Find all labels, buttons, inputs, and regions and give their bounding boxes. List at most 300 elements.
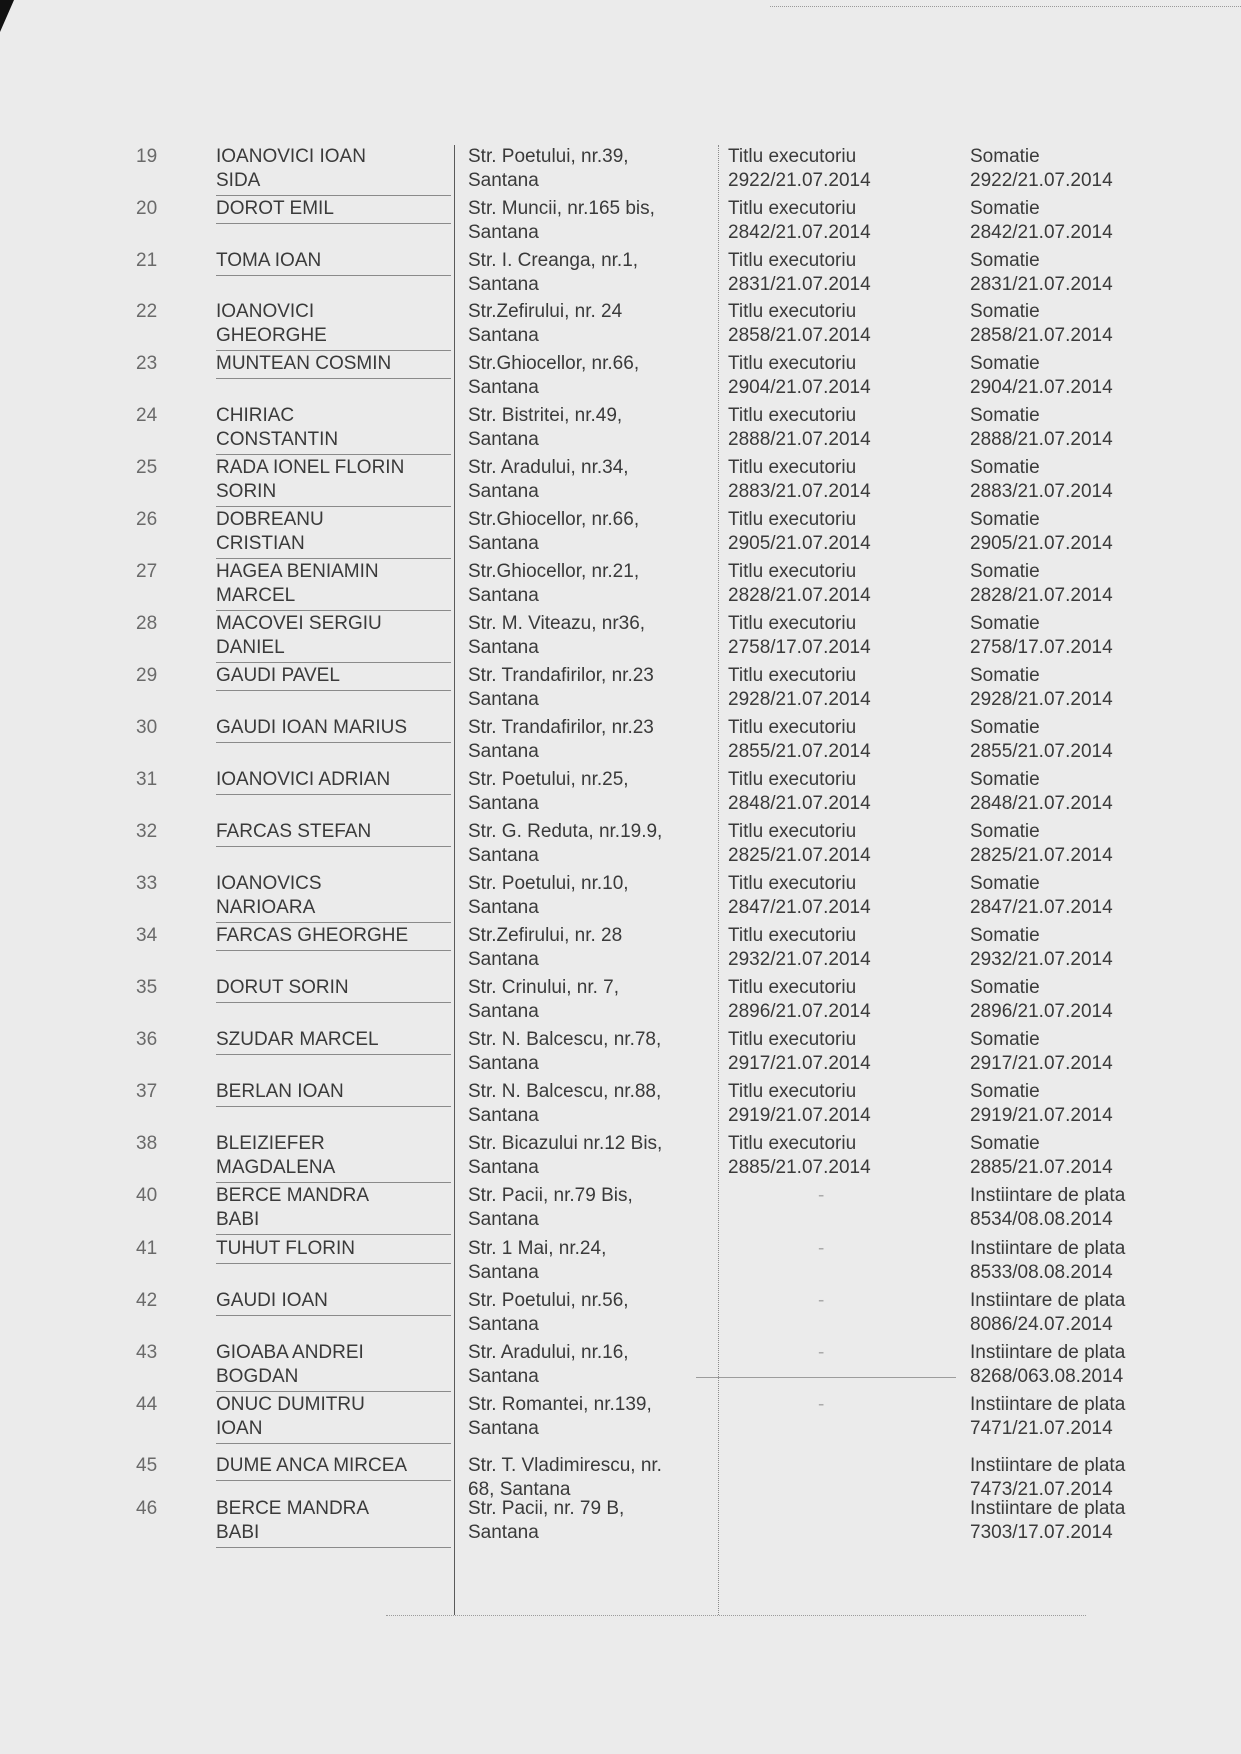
table-row	[136, 716, 1136, 768]
debtor-name-line: DANIEL	[216, 637, 285, 658]
title-reference-line: Titlu executoriu	[728, 665, 857, 686]
debtor-address-line: Santana	[468, 1053, 539, 1074]
debtors-table	[136, 145, 1156, 1615]
title-reference	[728, 976, 928, 1024]
row-number-line: 42	[136, 1290, 158, 1311]
debtor-name	[216, 1289, 451, 1316]
document-reference-line: 2858/21.07.2014	[970, 325, 1113, 346]
debtor-name	[216, 404, 451, 455]
document-reference-line: Somatie	[970, 665, 1040, 686]
row-number	[136, 145, 176, 169]
title-reference	[728, 768, 928, 816]
title-reference-line: 2885/21.07.2014	[728, 1157, 871, 1178]
debtor-name	[216, 716, 451, 743]
debtor-name	[216, 508, 451, 559]
row-number-line: 21	[136, 250, 158, 271]
table-row	[136, 1341, 1136, 1393]
debtor-address	[468, 872, 698, 920]
title-reference	[728, 716, 928, 764]
document-reference-line: 2831/21.07.2014	[970, 274, 1113, 295]
debtor-address-line: Santana	[468, 897, 539, 918]
table-row	[136, 508, 1136, 560]
document-reference	[970, 664, 1160, 712]
row-number-line: 27	[136, 561, 158, 582]
debtor-name-line: ONUC DUMITRU	[216, 1394, 365, 1415]
row-number-line: 45	[136, 1455, 158, 1476]
debtor-address	[468, 145, 698, 193]
title-reference-line: -	[818, 1185, 825, 1206]
table-row	[136, 560, 1136, 612]
debtor-address	[468, 352, 698, 400]
title-reference-line: 2928/21.07.2014	[728, 689, 871, 710]
debtor-address-line: Str.Ghiocellor, nr.66,	[468, 509, 640, 530]
table-row	[136, 197, 1136, 249]
table-row	[136, 1184, 1136, 1236]
row-number-line: 22	[136, 301, 158, 322]
document-reference-line: 2904/21.07.2014	[970, 377, 1113, 398]
document-reference	[970, 768, 1160, 816]
row-number-line: 25	[136, 457, 158, 478]
table-row	[136, 1393, 1136, 1445]
title-reference	[728, 1237, 928, 1261]
document-reference-line: Somatie	[970, 250, 1040, 271]
title-reference-line: 2825/21.07.2014	[728, 845, 871, 866]
row-number-line: 23	[136, 353, 158, 374]
title-reference-line: 2917/21.07.2014	[728, 1053, 871, 1074]
debtor-address-line: Str. N. Balcescu, nr.88,	[468, 1081, 662, 1102]
table-row	[136, 612, 1136, 664]
debtor-name-line: BLEIZIEFER	[216, 1133, 325, 1154]
title-reference-line: Titlu executoriu	[728, 146, 857, 167]
debtor-address-line: Str. Poetului, nr.39,	[468, 146, 629, 167]
document-reference	[970, 352, 1160, 400]
document-reference-line: Instiintare de plata	[970, 1498, 1126, 1519]
document-reference	[970, 1132, 1160, 1180]
document-reference-line: 2905/21.07.2014	[970, 533, 1113, 554]
document-reference-line: 2855/21.07.2014	[970, 741, 1113, 762]
debtor-address	[468, 1341, 698, 1389]
debtor-address-line: Str. Crinului, nr. 7,	[468, 977, 620, 998]
debtor-address-line: Santana	[468, 170, 539, 191]
debtor-address	[468, 1184, 698, 1232]
title-reference-line: Titlu executoriu	[728, 301, 857, 322]
debtor-address	[468, 1393, 698, 1441]
document-reference	[970, 249, 1160, 297]
document-reference	[970, 508, 1160, 556]
document-reference-line: 2825/21.07.2014	[970, 845, 1113, 866]
title-reference-line: Titlu executoriu	[728, 1133, 857, 1154]
document-reference	[970, 404, 1160, 452]
table-row	[136, 872, 1136, 924]
debtor-address-line: Str.Zefirului, nr. 28	[468, 925, 623, 946]
title-reference-line: 2922/21.07.2014	[728, 170, 871, 191]
debtor-address-line: Santana	[468, 274, 539, 295]
document-reference-line: Somatie	[970, 1029, 1040, 1050]
row-number-line: 19	[136, 146, 158, 167]
title-reference-line: -	[818, 1238, 825, 1259]
debtor-address-line: Str.Zefirului, nr. 24	[468, 301, 623, 322]
title-reference-line: 2883/21.07.2014	[728, 481, 871, 502]
title-reference	[728, 1393, 928, 1417]
row-number-line: 20	[136, 198, 158, 219]
title-reference-line: Titlu executoriu	[728, 1029, 857, 1050]
title-reference	[728, 249, 928, 297]
title-reference	[728, 1289, 928, 1313]
document-reference-line: 2896/21.07.2014	[970, 1001, 1113, 1022]
document-reference-line: 2932/21.07.2014	[970, 949, 1113, 970]
debtor-name	[216, 1132, 451, 1183]
row-number	[136, 1080, 176, 1104]
debtor-address	[468, 1497, 698, 1545]
debtor-address-line: Santana	[468, 1522, 539, 1543]
debtor-name-line: FARCAS GHEORGHE	[216, 925, 409, 946]
table-row	[136, 976, 1136, 1028]
document-reference-line: Somatie	[970, 146, 1040, 167]
debtor-name-line: BABI	[216, 1522, 260, 1543]
debtor-name-line: TOMA IOAN	[216, 250, 322, 271]
document-reference-line: 7473/21.07.2014	[970, 1479, 1113, 1500]
document-reference	[970, 1393, 1160, 1441]
title-reference-line: 2888/21.07.2014	[728, 429, 871, 450]
debtor-name-line: GAUDI PAVEL	[216, 665, 340, 686]
debtor-name-line: DUME ANCA MIRCEA	[216, 1455, 408, 1476]
debtor-name-line: IOANOVICS	[216, 873, 322, 894]
table-row	[136, 145, 1136, 197]
debtor-name-line: CRISTIAN	[216, 533, 305, 554]
row-number-line: 28	[136, 613, 158, 634]
row-number	[136, 197, 176, 221]
debtor-address-line: Santana	[468, 481, 539, 502]
title-reference-line: 2905/21.07.2014	[728, 533, 871, 554]
debtor-address	[468, 612, 698, 660]
title-reference	[728, 1028, 928, 1076]
row-number-line: 38	[136, 1133, 158, 1154]
document-reference	[970, 1341, 1160, 1389]
row-number	[136, 612, 176, 636]
debtor-name-line: GAUDI IOAN MARIUS	[216, 717, 408, 738]
document-reference	[970, 1454, 1160, 1502]
debtor-name	[216, 145, 451, 196]
title-reference-line: Titlu executoriu	[728, 353, 857, 374]
row-number-line: 43	[136, 1342, 158, 1363]
debtor-name-line: SZUDAR MARCEL	[216, 1029, 379, 1050]
debtor-address-line: Santana	[468, 949, 539, 970]
table-row	[136, 664, 1136, 716]
table-row	[136, 456, 1136, 508]
document-reference	[970, 1080, 1160, 1128]
debtor-name-line: TUHUT FLORIN	[216, 1238, 355, 1259]
title-reference-line: 2847/21.07.2014	[728, 897, 871, 918]
debtor-address	[468, 1028, 698, 1076]
title-reference-line: 2932/21.07.2014	[728, 949, 871, 970]
document-reference-line: 2888/21.07.2014	[970, 429, 1113, 450]
debtor-address-line: Str. Bistritei, nr.49,	[468, 405, 623, 426]
document-reference-line: Somatie	[970, 198, 1040, 219]
title-reference-line: Titlu executoriu	[728, 561, 857, 582]
debtor-name-line: IOAN	[216, 1418, 263, 1439]
debtor-name-line: SIDA	[216, 170, 261, 191]
title-reference-line: 2848/21.07.2014	[728, 793, 871, 814]
document-reference-line: 7303/17.07.2014	[970, 1522, 1113, 1543]
debtor-name-line: SORIN	[216, 481, 277, 502]
document-reference-line: 2847/21.07.2014	[970, 897, 1113, 918]
debtor-address-line: Str. Poetului, nr.56,	[468, 1290, 629, 1311]
document-reference-line: 2883/21.07.2014	[970, 481, 1113, 502]
document-reference-line: Somatie	[970, 717, 1040, 738]
title-reference-line: 2904/21.07.2014	[728, 377, 871, 398]
debtor-address-line: Str. Bicazului nr.12 Bis,	[468, 1133, 663, 1154]
debtor-address-line: Santana	[468, 689, 539, 710]
debtor-address	[468, 1454, 698, 1502]
debtor-name-line: MACOVEI SERGIU	[216, 613, 382, 634]
debtor-address	[468, 508, 698, 556]
debtor-name	[216, 1028, 451, 1055]
row-number	[136, 249, 176, 273]
debtor-name	[216, 249, 451, 276]
document-reference-line: Somatie	[970, 405, 1040, 426]
table-row	[136, 768, 1136, 820]
debtor-address	[468, 249, 698, 297]
title-reference-line: 2919/21.07.2014	[728, 1105, 871, 1126]
debtor-address-line: Santana	[468, 325, 539, 346]
debtor-address-line: Santana	[468, 793, 539, 814]
row-number-line: 33	[136, 873, 158, 894]
debtor-address-line: Str. Romantei, nr.139,	[468, 1394, 652, 1415]
title-reference-line: Titlu executoriu	[728, 405, 857, 426]
document-reference	[970, 1289, 1160, 1337]
row-number-line: 36	[136, 1029, 158, 1050]
debtor-address-line: Str. T. Vladimirescu, nr.	[468, 1455, 662, 1476]
document-reference-line: Somatie	[970, 509, 1040, 530]
row-number	[136, 924, 176, 948]
title-reference	[728, 404, 928, 452]
document-reference	[970, 976, 1160, 1024]
document-reference-line: 2848/21.07.2014	[970, 793, 1113, 814]
row-number-line: 37	[136, 1081, 158, 1102]
debtor-address-line: Str. Trandafirilor, nr.23	[468, 665, 654, 686]
title-reference	[728, 872, 928, 920]
document-reference	[970, 924, 1160, 972]
debtor-name	[216, 1341, 451, 1392]
debtor-name-line: DOROT EMIL	[216, 198, 334, 219]
document-reference	[970, 560, 1160, 608]
debtor-address-line: Str. Poetului, nr.25,	[468, 769, 629, 790]
debtor-name-line: IOANOVICI IOAN	[216, 146, 366, 167]
row-number	[136, 820, 176, 844]
document-reference-line: 8268/063.08.2014	[970, 1366, 1124, 1387]
debtor-name	[216, 612, 451, 663]
row-number	[136, 1289, 176, 1313]
row-number-line: 26	[136, 509, 158, 530]
row-number	[136, 716, 176, 740]
debtor-address-line: Santana	[468, 1314, 539, 1335]
debtor-address-line: Str. Aradului, nr.34,	[468, 457, 629, 478]
document-reference-line: Somatie	[970, 1133, 1040, 1154]
row-number-line: 30	[136, 717, 158, 738]
debtor-name-line: MARCEL	[216, 585, 296, 606]
debtor-address	[468, 1237, 698, 1285]
row-number	[136, 352, 176, 376]
row-number	[136, 872, 176, 896]
document-reference-line: Somatie	[970, 873, 1040, 894]
document-reference-line: Somatie	[970, 977, 1040, 998]
debtor-name-line: IOANOVICI ADRIAN	[216, 769, 391, 790]
debtor-name-line: BABI	[216, 1209, 260, 1230]
debtor-address	[468, 197, 698, 245]
row-number-line: 34	[136, 925, 158, 946]
document-reference-line: 8533/08.08.2014	[970, 1262, 1113, 1283]
debtor-name-line: HAGEA BENIAMIN	[216, 561, 379, 582]
debtor-address	[468, 456, 698, 504]
debtor-name	[216, 300, 451, 351]
row-number-line: 41	[136, 1238, 158, 1259]
table-row	[136, 1237, 1136, 1289]
row-number-line: 32	[136, 821, 158, 842]
title-reference-line: 2855/21.07.2014	[728, 741, 871, 762]
title-reference	[728, 145, 928, 193]
title-reference-line: Titlu executoriu	[728, 1081, 857, 1102]
title-reference-line: -	[818, 1290, 825, 1311]
debtor-address-line: Santana	[468, 637, 539, 658]
debtor-name	[216, 1454, 451, 1481]
debtor-address-line: Santana	[468, 429, 539, 450]
document-reference-line: Somatie	[970, 457, 1040, 478]
debtor-name-line: BERCE MANDRA	[216, 1185, 370, 1206]
debtor-address-line: Str.Ghiocellor, nr.66,	[468, 353, 640, 374]
row-number	[136, 404, 176, 428]
scan-edge-line	[770, 6, 1241, 7]
debtor-address-line: Santana	[468, 845, 539, 866]
title-reference	[728, 508, 928, 556]
debtor-address-line: Str.Ghiocellor, nr.21,	[468, 561, 640, 582]
debtor-address-line: Santana	[468, 585, 539, 606]
debtor-address-line: Santana	[468, 1418, 539, 1439]
title-reference	[728, 1341, 928, 1365]
debtor-address	[468, 924, 698, 972]
debtor-address	[468, 820, 698, 868]
document-reference-line: Somatie	[970, 1081, 1040, 1102]
debtor-address	[468, 1080, 698, 1128]
title-reference-line: Titlu executoriu	[728, 873, 857, 894]
row-number-line: 35	[136, 977, 158, 998]
debtor-address-line: Str. I. Creanga, nr.1,	[468, 250, 639, 271]
title-reference	[728, 197, 928, 245]
row-number-line: 31	[136, 769, 158, 790]
document-reference-line: 2917/21.07.2014	[970, 1053, 1113, 1074]
debtor-address	[468, 560, 698, 608]
debtor-address-line: Str. 1 Mai, nr.24,	[468, 1238, 607, 1259]
document-reference-line: 2919/21.07.2014	[970, 1105, 1113, 1126]
row-number	[136, 976, 176, 1000]
document-reference-line: Instiintare de plata	[970, 1185, 1126, 1206]
debtor-name-line: GHEORGHE	[216, 325, 327, 346]
row-number-line: 29	[136, 665, 158, 686]
debtor-name-line: MAGDALENA	[216, 1157, 336, 1178]
rule-line	[386, 1615, 1086, 1616]
document-reference-line: 2828/21.07.2014	[970, 585, 1113, 606]
document-reference-line: Somatie	[970, 353, 1040, 374]
table-row	[136, 404, 1136, 456]
debtor-name-line: GIOABA ANDREI	[216, 1342, 364, 1363]
debtor-name-line: MUNTEAN COSMIN	[216, 353, 392, 374]
row-number	[136, 1393, 176, 1417]
debtor-address-line: Santana	[468, 377, 539, 398]
debtor-name-line: RADA IONEL FLORIN	[216, 457, 405, 478]
debtor-name	[216, 1497, 451, 1548]
debtor-name	[216, 1184, 451, 1235]
document-reference	[970, 1237, 1160, 1285]
debtor-address	[468, 716, 698, 764]
document-reference-line: Instiintare de plata	[970, 1342, 1126, 1363]
title-reference	[728, 924, 928, 972]
debtor-name	[216, 1237, 451, 1264]
debtor-address-line: Santana	[468, 1262, 539, 1283]
document-reference	[970, 1028, 1160, 1076]
row-number	[136, 1454, 176, 1478]
debtor-name-line: BERLAN IOAN	[216, 1081, 344, 1102]
debtor-address	[468, 664, 698, 712]
document-reference-line: Somatie	[970, 769, 1040, 790]
debtor-name-line: CONSTANTIN	[216, 429, 339, 450]
document-reference	[970, 716, 1160, 764]
title-reference-line: -	[818, 1394, 825, 1415]
table-row	[136, 352, 1136, 404]
debtor-address-line: Str. N. Balcescu, nr.78,	[468, 1029, 662, 1050]
document-reference-line: Somatie	[970, 925, 1040, 946]
debtor-address-line: Santana	[468, 1366, 539, 1387]
debtor-name	[216, 872, 451, 923]
title-reference	[728, 456, 928, 504]
document-reference	[970, 145, 1160, 193]
table-row	[136, 1497, 1136, 1549]
title-reference-line: -	[818, 1342, 825, 1363]
scan-corner-mark	[0, 0, 14, 32]
title-reference-line: 2828/21.07.2014	[728, 585, 871, 606]
debtor-name	[216, 976, 451, 1003]
debtor-name	[216, 1080, 451, 1107]
title-reference-line: Titlu executoriu	[728, 457, 857, 478]
debtor-name	[216, 1393, 451, 1444]
title-reference-line: 2858/21.07.2014	[728, 325, 871, 346]
title-reference-line: Titlu executoriu	[728, 769, 857, 790]
title-reference-line: Titlu executoriu	[728, 613, 857, 634]
title-reference-line: Titlu executoriu	[728, 717, 857, 738]
document-reference-line: Somatie	[970, 821, 1040, 842]
row-number-line: 40	[136, 1185, 158, 1206]
debtor-name	[216, 197, 451, 224]
debtor-name	[216, 456, 451, 507]
document-reference	[970, 197, 1160, 245]
document-reference-line: 2928/21.07.2014	[970, 689, 1113, 710]
title-reference-line: Titlu executoriu	[728, 198, 857, 219]
title-reference-line: 2842/21.07.2014	[728, 222, 871, 243]
debtor-address	[468, 768, 698, 816]
debtor-address	[468, 1132, 698, 1180]
title-reference-line: 2831/21.07.2014	[728, 274, 871, 295]
row-number	[136, 1028, 176, 1052]
title-reference	[728, 1132, 928, 1180]
debtor-name-line: BOGDAN	[216, 1366, 299, 1387]
document-reference-line: 8086/24.07.2014	[970, 1314, 1113, 1335]
debtor-name	[216, 820, 451, 847]
row-number	[136, 508, 176, 532]
title-reference-line: 2896/21.07.2014	[728, 1001, 871, 1022]
debtor-name	[216, 352, 451, 379]
debtor-address-line: Str. Trandafirilor, nr.23	[468, 717, 654, 738]
document-reference-line: Instiintare de plata	[970, 1238, 1126, 1259]
debtor-name-line: CHIRIAC	[216, 405, 295, 426]
row-number-line: 46	[136, 1498, 158, 1519]
